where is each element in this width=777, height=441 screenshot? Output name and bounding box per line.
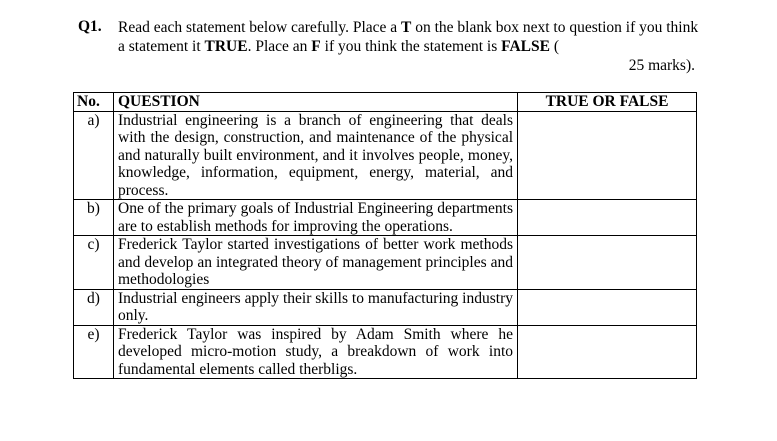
header-question: QUESTION bbox=[114, 93, 518, 112]
table-row bbox=[74, 200, 697, 236]
instruction-text-1: Read each statement below carefully. Place a bbox=[118, 19, 402, 36]
answer-box[interactable] bbox=[518, 111, 697, 200]
table-header-row bbox=[74, 93, 697, 112]
row-number: a) bbox=[74, 111, 114, 200]
table-row bbox=[74, 325, 697, 379]
header-no: No. bbox=[74, 93, 114, 112]
instruction-text-4: if you think the statement is bbox=[320, 38, 502, 55]
row-number: e) bbox=[74, 325, 114, 379]
row-number: d) bbox=[74, 289, 114, 325]
table-row bbox=[74, 289, 697, 325]
answer-box[interactable] bbox=[518, 325, 697, 379]
question-text: Frederick Taylor was inspired by Adam Smith where he developed micro-motion study, a breakdown of work into fundamental elements called therbligs. bbox=[114, 325, 518, 379]
row-number: c) bbox=[74, 236, 114, 290]
table-row bbox=[74, 111, 697, 200]
question-instructions bbox=[118, 18, 708, 56]
false-word: FALSE bbox=[501, 38, 550, 55]
header-true-or-false: TRUE OR FALSE bbox=[518, 93, 697, 112]
table-row bbox=[74, 236, 697, 290]
f-letter: F bbox=[311, 38, 321, 55]
question-text: One of the primary goals of Industrial Engineering departments are to establish methods for improving the operations. bbox=[114, 200, 518, 236]
question-number: Q1. bbox=[78, 18, 102, 35]
marks-label: 25 marks). bbox=[628, 57, 695, 74]
true-word: TRUE bbox=[204, 38, 248, 55]
answer-box[interactable] bbox=[518, 200, 697, 236]
instruction-text-3: . Place an bbox=[247, 38, 312, 55]
question-text: Frederick Taylor started investigations of better work methods and develop an integrated theory of management principles and methodologies bbox=[114, 236, 518, 290]
true-false-table bbox=[73, 92, 697, 379]
answer-box[interactable] bbox=[518, 236, 697, 290]
t-letter: T bbox=[401, 19, 412, 36]
row-number: b) bbox=[74, 200, 114, 236]
question-text: Industrial engineers apply their skills to manufacturing industry only. bbox=[114, 289, 518, 325]
instruction-text-2: on the blank box next to question if you think a statement it bbox=[118, 19, 699, 55]
answer-box[interactable] bbox=[518, 289, 697, 325]
question-text: Industrial engineering is a branch of engineering that deals with the design, construction, and maintenance of the physical and naturally built environment, and it involves people, money, knowledge, information, equipment, energy, material, and process. bbox=[114, 111, 518, 200]
instruction-text-5: ( bbox=[549, 38, 560, 55]
